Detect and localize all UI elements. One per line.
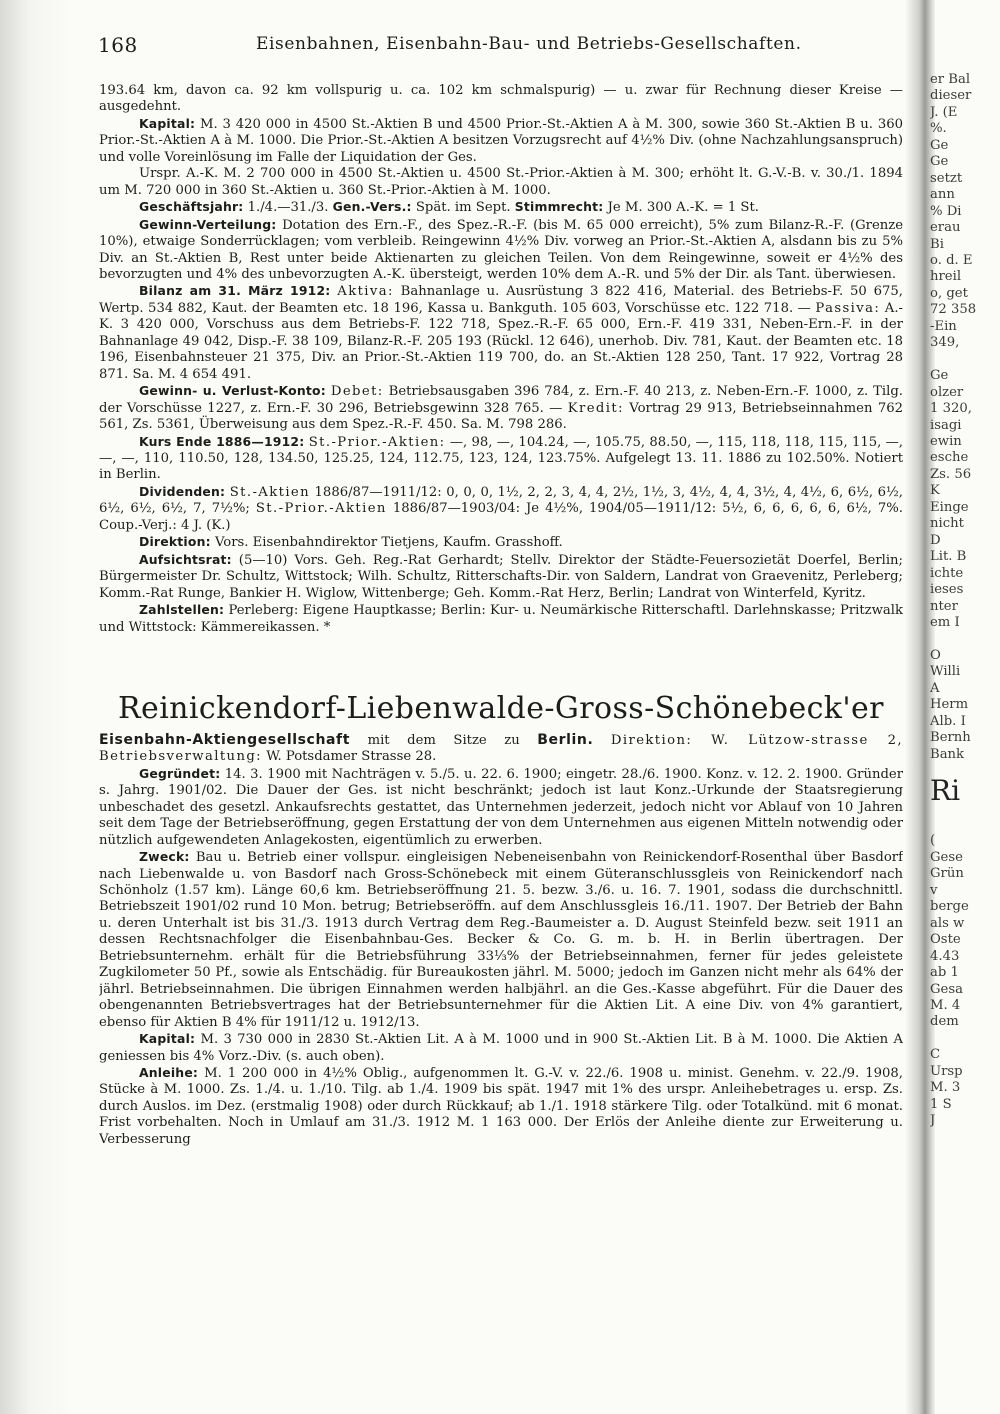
paragraph-kapital-2: Kapital: M. 3 730 000 in 2830 St.-Aktien Lit. A à M. 1000 und in 900 St.-Aktien Lit. B à M. 1000. Die Aktien A geniessen bis 4% Vorz.-Div. (s. auch oben).	[99, 1031, 903, 1064]
adjacent-line: J	[930, 1113, 936, 1129]
adjacent-line: Lit. B	[930, 549, 967, 565]
adjacent-line: Herm	[930, 697, 969, 713]
adjacent-line: 1 S	[930, 1096, 952, 1112]
adjacent-line: 1 320,	[930, 401, 972, 417]
adjacent-line: Ge	[930, 368, 949, 384]
label-kapital: Kapital:	[139, 115, 196, 131]
paragraph-urspr: Urspr. A.-K. M. 2 700 000 in 4500 St.-Aktien u. 4500 St.-Prior.-Aktien à M. 300; erhöht lt. G.-V.-B. v. 30./1. 1894 um M. 720 000 in 360 St.-Aktien u. 360 St.-Prior.-Aktien à M. 1000.	[99, 166, 903, 198]
adjacent-line: Oste	[930, 932, 961, 948]
page-header	[98, 33, 898, 63]
adjacent-line: dem	[930, 1014, 959, 1030]
adjacent-line: Bernh	[930, 730, 971, 746]
paragraph-intro: 193.64 km, davon ca. 92 km vollspurig u. ca. 102 km schmalspurig) — u. zwar für Rechnung dieser Kreise — ausgedehnt.	[99, 83, 903, 115]
adjacent-line: er Bal	[930, 72, 971, 87]
paragraph-zahlstellen: Zahlstellen: Perleberg: Eigene Hauptkasse; Berlin: Kur- u. Neumärkische Ritterschaftl. Darlehnskasse; Pritzwalk und Wittstock: Kämmereikassen. *	[99, 602, 903, 635]
adjacent-line: 72 358	[930, 302, 977, 318]
company-title: Reinickendorf-Liebenwalde-Gross-Schönebeck'er	[118, 690, 884, 726]
adjacent-line: O	[930, 647, 941, 663]
adjacent-line	[930, 1031, 1000, 1047]
adjacent-line: (	[930, 833, 936, 849]
adjacent-line: v	[930, 882, 938, 898]
adjacent-line: ichte	[930, 565, 964, 581]
adjacent-line: J. (E	[930, 104, 958, 120]
adjacent-line: nter	[930, 598, 958, 614]
adjacent-line	[930, 352, 1000, 368]
adjacent-line: berge	[930, 899, 969, 915]
adjacent-line: erau	[930, 220, 961, 236]
paragraph-zweck: Zweck: Bau u. Betrieb einer vollspur. eingleisigen Nebeneisenbahn von Reinickendorf-Rosenthal über Basdorf nach Liebenwalde u. von Basdorf nach Gross-Schönebeck mit einem Güteranschlussgleis von Reinickendorf nach Schönholz (1.57 km). Länge 60,6 km. Betriebseröffnung 21. 5. bezw. 3./6. u. 16. 7. 1901, sodass die durchschnittl. Betriebszeit 1901/02 rund 10 Mon. betrug; Betriebseröffn. auf dem Anschlussgleis 16./11. 1907. Der Betrieb der Bahn u. deren Unterhalt ist bis 31./3. 1913 durch Vertrag dem Reg.-Baumeister a. D. August Steinfeld bezw. seit 1911 an dessen Rechtsnachfolger die Eisenbahnbau-Ges. Becker & Co. G. m. b. H. in Berlin übertragen. Der Betriebsunternehm. erhält für die Betriebsführung 33⅓% der Betriebseinnahmen, ferner für jedes geleistete Zugkilometer 50 Pf., sowie als Entschädig. für Bureaukosten jährl. M. 5000; jedoch im Ganzen nicht mehr als 64% der jährl. Betriebseinnahmen. Die übrigen Einnahmen werden halbjährl. an die Ges.-Kasse abgeführt. Für die Dauer des obengenannten Betriebsvertrages hat der Betriebsunternehmer für die Aktien Lit. A eine Div. von 4% garantiert, ebenso für Aktien B 4% für 1911/12 u. 1912/13.	[99, 849, 903, 1030]
paragraph-dividenden: Dividenden: St.-Aktien 1886/87—1911/12: 0, 0, 0, 1½, 2, 2, 3, 4, 4, 2½, 1½, 3, 4½, 4, 4, 3½, 4, 4½, 6, 6½, 6½, 6½, 6½, 6½, 7, 7½%; St.-Prior.-Aktien 1886/87—1903/04: Je 4½%, 1904/05—1911/12: 5½, 6, 6, 6, 6, 6, 6½, 7%. Coup.-Verj.: 4 J. (K.)	[99, 483, 903, 533]
adjacent-line: Ge	[930, 137, 949, 153]
adjacent-line: C	[930, 1047, 941, 1063]
adjacent-page-lines-2	[930, 817, 1000, 1130]
adjacent-line: o. d. E	[930, 252, 973, 268]
adjacent-line: K	[930, 483, 940, 499]
paragraph-aufsichtsrat: Aufsichtsrat: (5—10) Vors. Geh. Reg.-Rat Gerhardt; Stellv. Direktor der Städte-Feuersozietät Doerfel, Berlin; Bürgermeister Dr. Schultz, Wittstock; Wilh. Schultz, Ritterschafts-Dir. von Saldern, Landrat von Graevenitz, Perleberg; Komm.-Rat Runge, Bankier H. Wiglow, Wittenberge; Geh. Komm.-Rat Herz, Berlin; Landrat von Winterfeld, Kyritz.	[99, 551, 903, 601]
adjacent-line	[930, 631, 1000, 647]
adjacent-line: Alb. I	[930, 713, 966, 729]
adjacent-line: setzt	[930, 170, 963, 186]
adjacent-line: A	[930, 680, 940, 696]
page-number: 168	[98, 33, 138, 57]
adjacent-line: %.	[930, 121, 947, 137]
adjacent-line: 4.43	[930, 948, 960, 964]
adjacent-line: Ursp	[930, 1063, 963, 1079]
adjacent-line: ann	[930, 187, 955, 203]
adjacent-line: hreil	[930, 269, 962, 285]
adjacent-line: -Ein	[930, 318, 957, 334]
adjacent-line: dieser	[930, 88, 972, 104]
adjacent-line	[930, 817, 1000, 833]
adjacent-line: nicht	[930, 516, 964, 532]
adjacent-line: Ge	[930, 154, 949, 170]
adjacent-line: % Di	[930, 203, 962, 219]
paragraph-bilanz: Bilanz am 31. März 1912: Aktiva: Bahnanlage u. Ausrüstung 3 822 416, Material. des Betriebs-F. 50 675, Wertp. 534 882, Kaut. der Beamten etc. 18 196, Kassa u. Bankguth. 105 603, Vorschüsse etc. 122 718. — Passiva: A.-K. 3 420 000, Vorschuss aus dem Betriebs-F. 122 718, Spez.-R.-F. 65 000, Ern.-F. 419 331, Neben-Ern.-F. in der Bahnanlage 49 042, Disp.-F. 38 109, Bilanz-R.-F. 205 193 (Rückl. 12 646), unerhob. Div. 781, Kaut. der Beamten etc. 18 196, Eisenbahnsteuer 21 375, Div. an Prior.-St.-Aktien 119 700, do. an St.-Aktien 128 250, Tant. 17 922, Vortrag 28 871. Sa. M. 4 654 491.	[99, 283, 903, 382]
paragraph-gewinn-verlust: Gewinn- u. Verlust-Konto: Debet: Betriebsausgaben 396 784, z. Ern.-F. 40 213, z. Neben-Ern.-F. 1000, z. Tilg. der Vorschüsse 1227, z. Ern.-F. 30 296, Betriebsgewinn 328 765. — Kredit: Vortrag 29 913, Betriebseinnahmen 762 561, Zs. 5361, Überweisung aus dem Spez.-R.-F. 450. Sa. M. 798 286.	[99, 383, 903, 433]
adjacent-page-fragment	[930, 72, 1000, 1412]
paragraph-geschaeftsjahr: Geschäftsjahr: 1./4.—31./3. Gen.-Vers.: Spät. im Sept. Stimmrecht: Je M. 300 A.-K. = 1 St.	[139, 199, 759, 216]
adjacent-line: M. 3	[930, 1080, 961, 1096]
paragraph-anleihe: Anleihe: M. 1 200 000 in 4½% Oblig., aufgenommen lt. G.-V. v. 22./6. 1908 u. minist. Genehm. v. 22./9. 1908, Stücke à M. 1000. Zs. 1./4. u. 1./10. Tilg. ab 1./4. 1909 bis spät. 1947 mit 1% des urspr. Anleihebetrages u. ersp. Zs. durch Auslos. im Dez. (erstmalig 1908) oder durch Rückkauf; ab 1./1. 1918 stärkere Tilg. oder Totalkünd. mit 6 monat. Frist vorbehalten. Noch in Umlauf am 31./3. 1912 M. 1 163 000. Der Erlös der Anleihe diente zur Erweiterung u. Verbesserung	[99, 1065, 903, 1147]
paragraph-kapital: Kapital: M. 3 420 000 in 4500 St.-Aktien B und 4500 Prior.-St.-Aktien A à M. 300, sowie 360 St.-Aktien B u. 360 Prior.-St.-Aktien A à M. 1000. Die Prior.-St.-Aktien A besitzen Vorzugsrecht auf 4½% Div. (ohne Nachzahlungsanspruch) und volle Voreinlösung im Falle der Liquidation der Ges.	[99, 115, 903, 165]
adjacent-line: ewin	[930, 433, 962, 449]
paragraph-gewinn-verteilung: Gewinn-Verteilung: Dotation des Ern.-F., des Spez.-R.-F. (bis M. 65 000 erreicht), 5% zum Bilanz-R.-F. (Grenze 10%), etwaige Sonderrücklagen; vom verbleib. Reingewinn 4½% Div. vorweg an Prior.-St.-Aktien A, alsdann bis zu 5% Div. an St.-Aktien B, Rest unter beide Aktienarten zu gleichen Teilen. Von dem Reingewinne, soweit er 4½% des bevorzugten und 4% des unbevorzugten A.-K. übersteigt, werden 10% dem A.-R. und 5% der Dir. als Tant. überwiesen.	[99, 216, 903, 282]
adjacent-line: Grün	[930, 866, 964, 882]
paragraph-direktion: Direktion: Vors. Eisenbahndirektor Tietjens, Kaufm. Grasshoff.	[139, 534, 563, 551]
main-column	[99, 83, 903, 1403]
adjacent-line: Bi	[930, 236, 944, 252]
adjacent-line: D	[930, 532, 941, 548]
adjacent-line: o, get	[930, 285, 968, 301]
adjacent-line: Bank	[930, 746, 965, 762]
company-subtitle: Eisenbahn-Aktiengesellschaft mit dem Sitze zu Berlin. Direktion: W. Lützow-strasse 2, Betriebsverwaltung: W. Potsdamer Strasse 28.	[99, 731, 903, 765]
adjacent-line: M. 4	[930, 998, 961, 1014]
adjacent-line: Willi	[930, 664, 961, 680]
adjacent-line: Einge	[930, 499, 969, 515]
adjacent-line: Gese	[930, 849, 963, 865]
left-page-shadow	[0, 0, 72, 1414]
paragraph-gegruendet: Gegründet: 14. 3. 1900 mit Nachträgen v. 5./5. u. 22. 6. 1900; eingetr. 28./6. 1900. Konz. v. 12. 2. 1900. Gründer s. Jahrg. 1901/02. Die Dauer der Ges. ist nicht beschränkt; jedoch ist laut Konz.-Urkunde der Staatsregierung unbeschadet des gesetzl. Ankaufsrechts gestattet, das Unternehmen jederzeit, jedoch nicht vor Ablauf von 10 Jahren seit dem Tage der Betriebseröffnung, gegen Erstattung der von dem Unternehmen aus eigenen Mitteln notwendig oder nützlich aufgewendeten Anlagekosten, eigentümlich zu erwerben.	[99, 765, 903, 848]
adjacent-page-heading: Ri	[930, 774, 961, 808]
paragraph-kurs: Kurs Ende 1886—1912: St.-Prior.-Aktien: —, 98, —, 104.24, —, 105.75, 88.50, —, 115, 118, 118, 115, 115, —, —, —, 110, 110.50, 128, 134.50, 125.25, 124, 112.75, 123, 124, 123.75%. Aufgelegt 13. 11. 1886 zu 102.50%. Notiert in Berlin.	[99, 433, 903, 483]
running-title: Eisenbahnen, Eisenbahn-Bau- und Betriebs-Gesellschaften.	[256, 34, 802, 54]
adjacent-line: esche	[930, 450, 969, 466]
adjacent-page-lines	[930, 72, 1000, 763]
adjacent-line: ieses	[930, 582, 964, 598]
adjacent-line: Zs. 56	[930, 466, 972, 482]
adjacent-line: isagi	[930, 417, 962, 433]
adjacent-line: olzer	[930, 384, 964, 400]
adjacent-line: 349,	[930, 335, 960, 351]
adjacent-line: ab 1	[930, 965, 959, 981]
adjacent-line: als w	[930, 915, 965, 931]
adjacent-line: em I	[930, 614, 960, 630]
adjacent-line: Gesa	[930, 981, 963, 997]
